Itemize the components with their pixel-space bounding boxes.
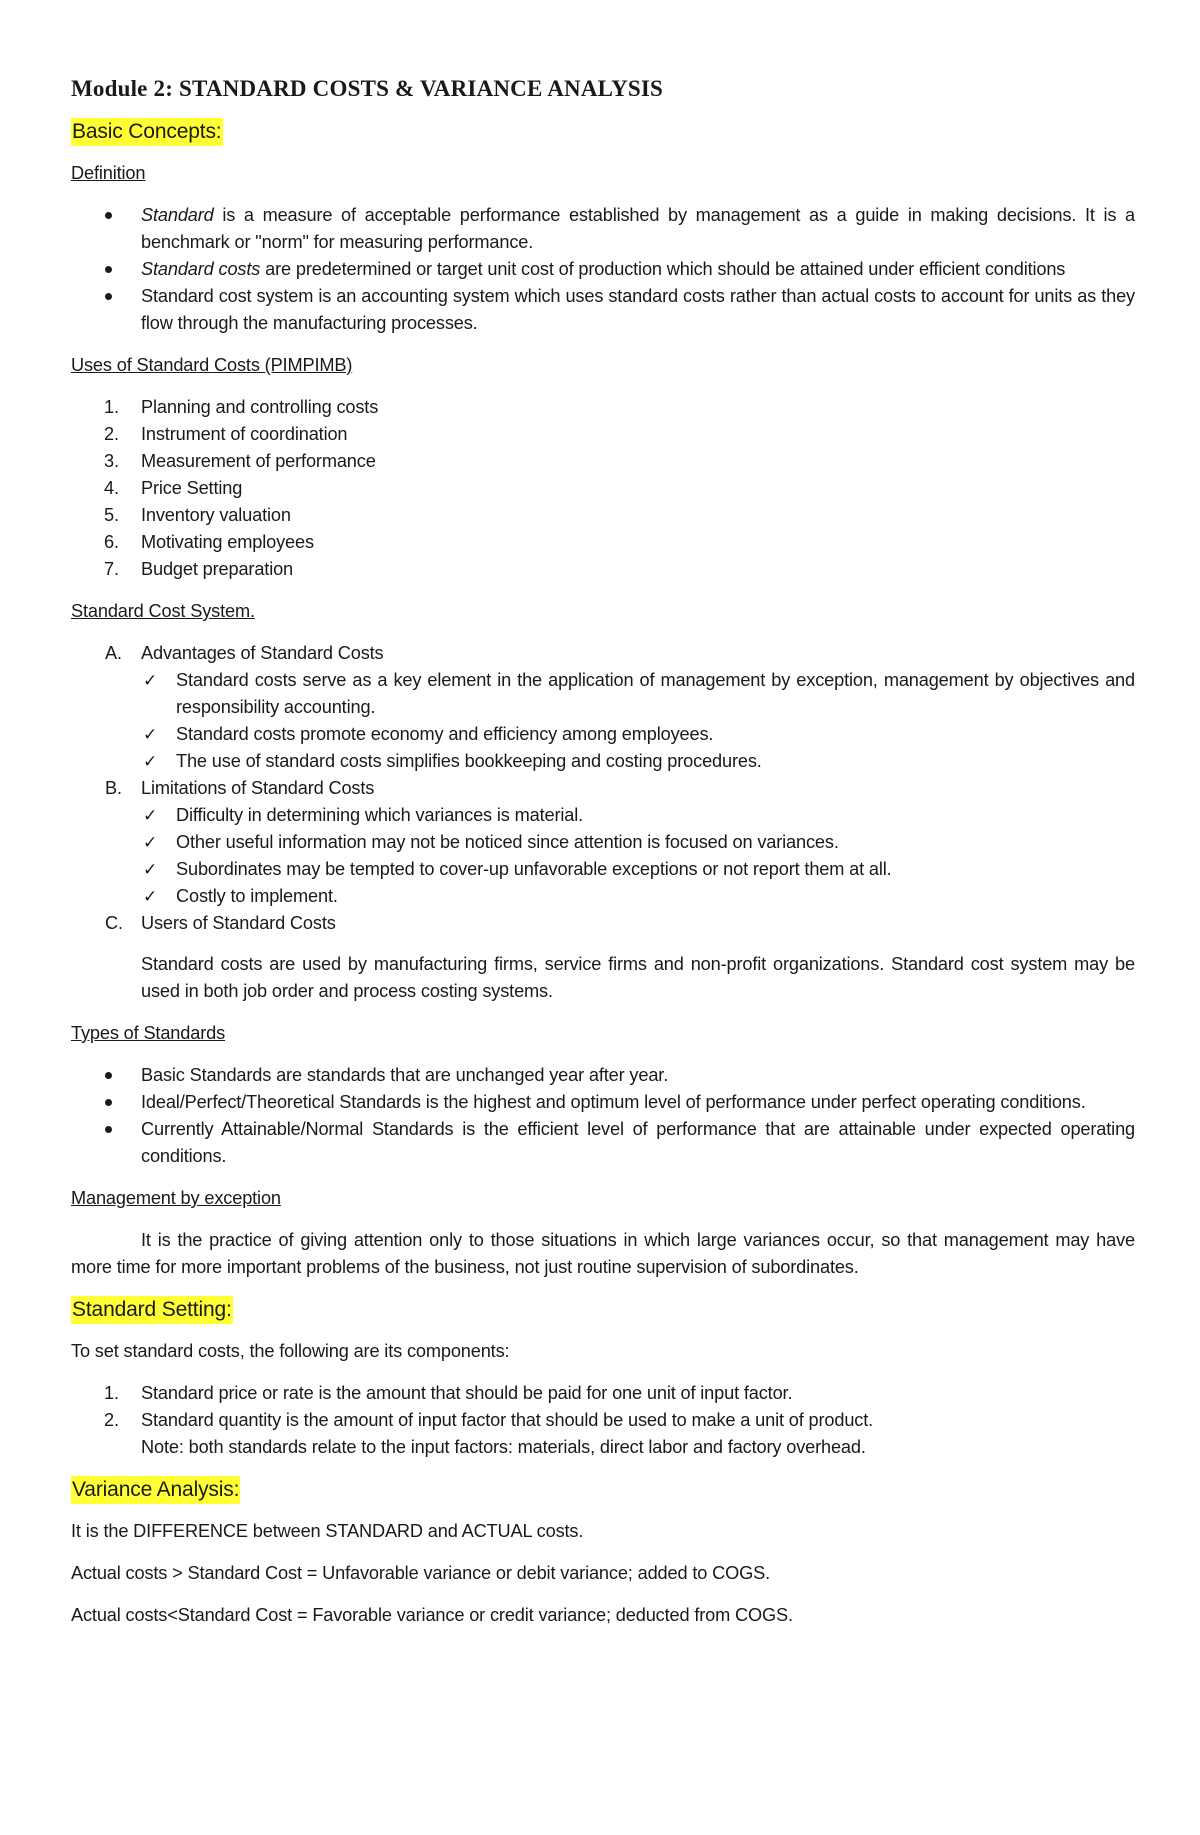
definition-text: Standard cost system is an accounting system which uses standard costs rather than actual costs to account for units as they flow through the manufacturing processes. [141,286,1135,333]
checklist-item [141,802,1135,829]
list-number: 3. [104,451,119,471]
list-item [71,475,1135,502]
list-item-text: Instrument of coordination [141,424,348,444]
definition-term: Standard [141,205,214,225]
list-item [71,529,1135,556]
list-item-text: Ideal/Perfect/Theoretical Standards is the highest and optimum level of performance under perfect operating conditions. [141,1092,1086,1112]
subheading-uses: Uses of Standard Costs (PIMPIMB) [71,355,353,375]
list-item [71,256,1135,283]
list-item [71,556,1135,583]
checklist-text: Costly to implement. [176,886,338,906]
list-item-text: Currently Attainable/Normal Standards is the efficient level of performance that are attainable under expected operating conditions. [141,1119,1135,1166]
standard-cost-system-list [71,640,1135,1005]
list-item-text: Standard quantity is the amount of input factor that should be used to make a unit of product. [141,1410,874,1430]
subheading-standard-cost-system: Standard Cost System. [71,601,255,621]
list-number: 2. [104,424,119,444]
list-number: 5. [104,505,119,525]
section-heading-basic-concepts [71,118,1135,146]
list-item [71,1380,1135,1407]
checklist-item [141,721,1135,748]
highlighted-heading: Basic Concepts: [71,118,223,146]
unfavorable-variance-line: Actual costs > Standard Cost = Unfavorable variance or debit variance; added to COGS. [71,1563,770,1583]
limitations-checklist [141,802,1135,910]
list-number: 1. [104,1383,119,1403]
list-item-text: Basic Standards are standards that are unchanged year after year. [141,1065,669,1085]
list-letter: B. [105,778,122,798]
list-item-text: Measurement of performance [141,451,376,471]
checklist-item [141,829,1135,856]
checkmark-icon: ✓ [143,806,158,825]
list-item [71,448,1135,475]
standard-setting-list [71,1380,1135,1461]
checkmark-icon: ✓ [143,752,158,771]
mbe-paragraph: It is the practice of giving attention only to those situations in which large variances occur, so that management may have more time for more important problems of the business, not just routine supervision of subordinates. [71,1230,1135,1277]
list-letter: A. [105,643,122,663]
list-item [71,502,1135,529]
list-item [71,394,1135,421]
definition-term: Standard costs [141,259,261,279]
checklist-item [141,883,1135,910]
checklist-text: Subordinates may be tempted to cover-up unfavorable exceptions or not report them at all. [176,859,892,879]
highlighted-heading: Standard Setting: [71,1296,233,1324]
checklist-text: Other useful information may not be noticed since attention is focused on variances. [176,832,839,852]
checklist-text: Standard costs serve as a key element in the application of management by exception, management by objectives and responsibility accounting. [176,670,1135,717]
standard-setting-intro: To set standard costs, the following are its components: [71,1341,510,1361]
advantages-checklist [141,667,1135,775]
highlighted-heading: Variance Analysis: [71,1476,240,1504]
types-list [71,1062,1135,1170]
uses-list [71,394,1135,583]
definition-text: are predetermined or target unit cost of production which should be attained under efficient conditions [260,259,1066,279]
list-number: 6. [104,532,119,552]
list-letter: C. [105,913,123,933]
page-title: Module 2: STANDARD COSTS & VARIANCE ANALYSIS [71,76,664,101]
users-paragraph: Standard costs are used by manufacturing firms, service firms and non-profit organizations. Standard cost system may be used in both job order and process costing systems. [141,954,1135,1001]
list-number: 2. [104,1410,119,1430]
list-item-text: Inventory valuation [141,505,291,525]
list-item [71,202,1135,256]
list-item-text: Planning and controlling costs [141,397,379,417]
checklist-text: Difficulty in determining which variances is material. [176,805,584,825]
checklist-text: The use of standard costs simplifies bookkeeping and costing procedures. [176,751,762,771]
favorable-variance-line: Actual costs<Standard Cost = Favorable variance or credit variance; deducted from COGS. [71,1605,793,1625]
checkmark-icon: ✓ [143,860,158,879]
list-item [71,1089,1135,1116]
advantages-item [71,640,1135,775]
note-text: Note: both standards relate to the input factors: materials, direct labor and factory overhead. [141,1437,866,1457]
checkmark-icon: ✓ [143,833,158,852]
list-item [71,1407,1135,1434]
users-label: Users of Standard Costs [141,913,336,933]
list-number: 1. [104,397,119,417]
subheading-types-of-standards: Types of Standards [71,1023,226,1043]
checklist-text: Standard costs promote economy and efficiency among employees. [176,724,714,744]
users-item [71,910,1135,1005]
section-heading-standard-setting [71,1296,1135,1324]
list-number: 7. [104,559,119,579]
list-number: 4. [104,478,119,498]
list-item [71,283,1135,337]
checklist-item [141,667,1135,721]
list-item [71,421,1135,448]
list-item-text: Standard price or rate is the amount that should be paid for one unit of input factor. [141,1383,793,1403]
list-item [71,1062,1135,1089]
limitations-label: Limitations of Standard Costs [141,778,375,798]
subheading-management-by-exception: Management by exception [71,1188,281,1208]
definition-list [71,202,1135,337]
list-item-text: Budget preparation [141,559,294,579]
note-line [71,1434,1135,1461]
checkmark-icon: ✓ [143,671,158,690]
checklist-item [141,748,1135,775]
list-item [71,1116,1135,1170]
section-heading-variance-analysis [71,1476,1135,1504]
list-item-text: Motivating employees [141,532,314,552]
variance-definition: It is the DIFFERENCE between STANDARD and ACTUAL costs. [71,1521,584,1541]
checkmark-icon: ✓ [143,725,158,744]
checkmark-icon: ✓ [143,887,158,906]
list-item-text: Price Setting [141,478,243,498]
subheading-definition: Definition [71,163,146,183]
definition-text: is a measure of acceptable performance established by management as a guide in making decisions. It is a benchmark or "norm" for measuring performance. [141,205,1135,252]
advantages-label: Advantages of Standard Costs [141,643,384,663]
checklist-item [141,856,1135,883]
limitations-item [71,775,1135,910]
